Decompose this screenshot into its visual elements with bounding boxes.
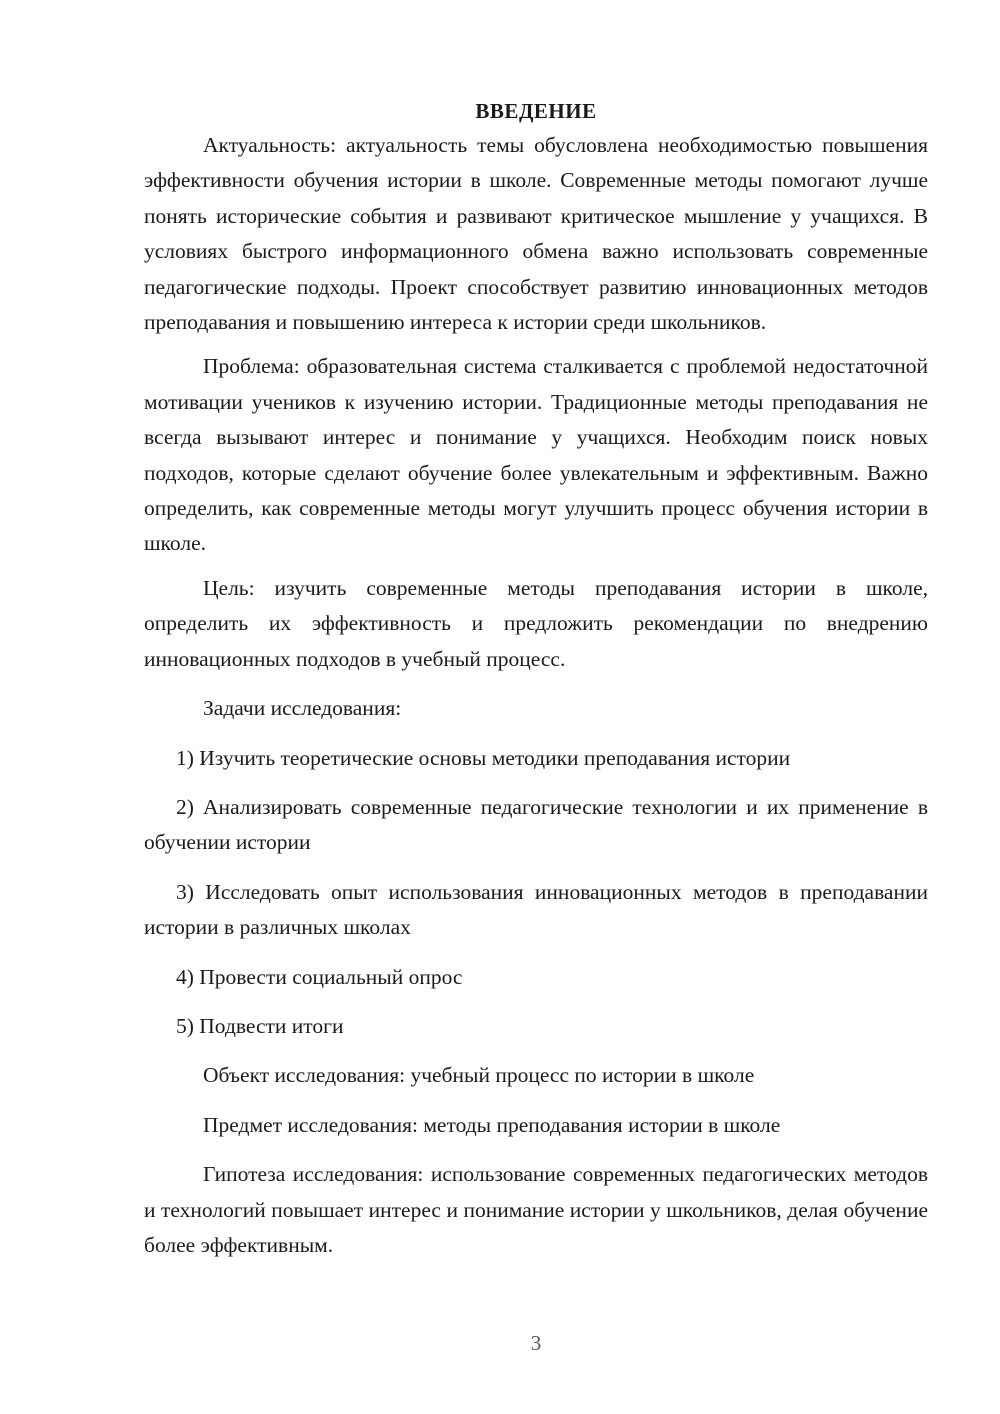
page-number: 3 [530, 1331, 542, 1355]
paragraph-subject: Предмет исследования: методы преподавания истории в школе [203, 1112, 781, 1137]
task-item-2: 2) Анализировать современные педагогические технологии и их применение в обучении истории [144, 794, 928, 855]
tasks-heading: Задачи исследования: [203, 696, 402, 721]
page-content [144, 96, 928, 1263]
task-item-3: 3) Исследовать опыт использования инновационных методов в преподавании истории в различных школах [144, 879, 928, 940]
paragraph-object: Объект исследования: учебный процесс по истории в школе [203, 1063, 755, 1088]
paragraph-relevance: Актуальность: актуальность темы обусловлена необходимостью повышения эффективности обучения истории в школе. Современные методы помогают лучше понять исторические события и развивают критическое мышление у учащихся. В условиях быстрого информационного обмена важно использовать современные педагогические подходы. Проект способствует развитию инновационных методов преподавания и повышению интереса к истории среди школьников. [144, 133, 928, 335]
task-item-5: 5) Подвести итоги [176, 1013, 344, 1038]
task-item-4: 4) Провести социальный опрос [176, 964, 463, 989]
paragraph-problem: Проблема: образовательная система сталкивается с проблемой недостаточной мотивации учеников к изучению истории. Традиционные методы преподавания не всегда вызывают интерес и понимание у учащихся. Необходим поиск новых подходов, которые сделают обучение более увлекательным и эффективным. Важно определить, как современные методы могут улучшить процесс обучения истории в школе. [144, 354, 928, 556]
page-title: ВВЕДЕНИЕ [475, 99, 597, 123]
task-item-1: 1) Изучить теоретические основы методики преподавания истории [176, 745, 791, 770]
paragraph-hypothesis: Гипотеза исследования: использование современных педагогических методов и технологий повышает интерес и понимание истории у школьников, делая обучение более эффективным. [144, 1162, 928, 1257]
paragraph-goal: Цель: изучить современные методы преподавания истории в школе, определить их эффективность и предложить рекомендации по внедрению инновационных подходов в учебный процесс. [144, 575, 928, 671]
